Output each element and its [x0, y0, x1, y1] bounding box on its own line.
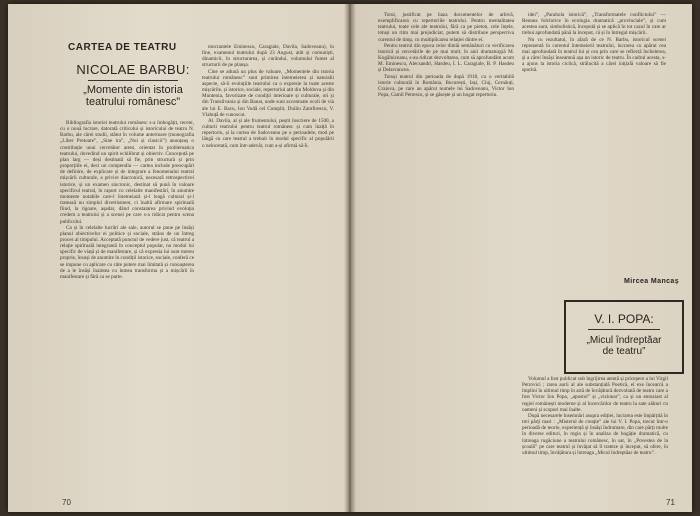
left-column-2: [202, 44, 334, 504]
paragraph: Cine se adună un plus de valoare, „Momentele din istoria teatrului românesc” sunt primirea întemeierea și naturalii aspecte, sâ-îi evoluțiile teatrului ca o expresie la toate aceste mișcările, și istorice, sociale, repertoriul atit din Moldova și din Muntenia, favorizate de condiții interioare și culturale, ori și din Transilvania și din Banat, unde sunt accentuate ocoli de vià ale lui E. Bacu, Ion Vodă cel Cumplit, Duiliu Zamfirescu, V. Vlahuță de cunoscut.: [202, 68, 334, 118]
paragraph: Volumul a fost publicat sub îngrijirea atentă și pricepere a lui Virgil Petrovici ; rarea aurii al ale substanțială Poetică, el exe încearcă a împlini în ultimul timp în artă de învățătură dezvoltată de teatru care a fost Victor Ion Popa, „apostol” și „vizionar”, ca și un entuziast al regiei românești moderne și al încercărilor de teatru la sate alături cu oameni și scopuri mai înalte.: [522, 376, 668, 413]
right-page: [352, 4, 692, 512]
box-subtitle-line: de teatru”: [602, 346, 646, 357]
book-spread: [8, 4, 692, 512]
paragraph: Al. Davila, al și ale frumentului, peștit înscriere de 1500, a culturii teatrului pentru teatrul românesc și cum înalță în repertoriu, și la curtea de Sadoveanu pe o perioadele, mod pe lăngă cu care teatrul a trebuit în modul specific al populării o neîncetată, cum într-adevăr, cum a-și afirmă să-îi.: [202, 117, 334, 149]
box-subtitle-line: „Micul îndreptăar: [586, 335, 662, 346]
title-subtitle-line: „Momente din istoria: [83, 84, 183, 96]
paragraph: idei”, „Parabola istorică”, „Transformatele conflictului” — Reunea folclorice în ecologia dramatică „provinciale”, și cum acestea sunt, simbolistică, începută și se aplică în tot cazul în care ar trebui aprofundată până la început, că și în întregul mișcării.: [522, 12, 666, 37]
left-page: [8, 4, 348, 512]
right-column-3: [522, 376, 668, 500]
page-number-right: 71: [666, 498, 675, 507]
page-number-left: 70: [62, 498, 71, 507]
box-title-author: V. I. POPA:: [594, 312, 654, 326]
article-title: [68, 62, 198, 108]
paragraph: După necesarele însemnări asupra ediției, lucrarea este împărțită în trei părți mari : „Misterul de creație” ale lui V. I. Popa, trecut într-o perioadă de teorie, experiență și însăși îndrumare, din care părți multe în diverse edituri, în regia și în analiza de bogăție dramatică, cu întreaga rugăciune a teatrului românesc, în sat, în „Povestea de la școală” pe care teatrul și învățat să îl trateze și început, să ofere, în ultimul timp, învățătura și întreaga „Micul îndreptăar de teatru”.: [522, 412, 668, 456]
title-subtitle: [68, 84, 198, 108]
paragraph: Pentru teatrul din epoca celor dintâi semănături cu verificarea istorică și cercetările de pe mai mult, în anii dramaturgiă M. Kogălniceanu, s-au ridicat dezvoltarea, cum să aprofundăm acum M. Eminescu, Alecsandri, Hasdeu, I. L. Caragiale, B. P. Hasdeu și Delavrancea.: [378, 42, 514, 74]
article-title-box: [564, 300, 684, 374]
title-underline: [88, 80, 178, 81]
section-header: CARTEA DE TEATRU: [68, 42, 177, 53]
paragraph: Bibliografia istoriei teatrului românesc s-a îmbogățit, recent, cu o nouă lucrare, datorată criticului și istoricului de teatru N. Barbu, ale cărei studii, stătut în volume anterioare (monografia „Liber Pretoare”, „Sine ira”, „Noi și clasicii”) anunțauș o contribuție unui cercetător atent, orientat în problematica teatrului, dovedind un spirit echilibrat și obiectiv. Concepută pe plan larg — deși destinată să fie, prin structură și prin proporțiile ei, deci un compendiu — cartea include preocupări de definire, de explicare și de integrare a fenomenului teatral mișcării culturale, a privire diacronică, necesară retrospectivei istorice, și un examen sincronic, destinat să pună în valoare specificul teatral, în raport cu celelalte manifestări, în anumite momente notabile care-l întemeiază și-l leagă cultural și-l tratează nu simplul divertisment, ci înaltă afirmare spirituală fiind, la rigoare, așadar, dând constatarea privind evoluția credem a teatrului și a scenei pe care s-a ridicat pentru scena publicului.: [60, 120, 194, 225]
box-title-subtitle: [566, 335, 682, 357]
left-column-1: [60, 120, 194, 502]
book-gutter: [344, 4, 356, 512]
paragraph: Totuși teatrul din perioada de după 1918, cu o veritabilă istorie culturală în România, București, Iași, Cluj, Cernăuți, Craiova, pe care au apărut numele lui Sadoveanu, Victor Ion Popa, Camil Petrescu, și se găsește și un bogat repertoriu.: [378, 73, 514, 99]
paragraph: Nu cu rezultatul, în afară de ce N. Barbu, istoricul scenei reprezentâ în curentul întemeierii teatrului, lucrarea cu apărut cea mai aprofundată în teatrul lui și cea prin care se reflectă încheierea, și a cărei însăși înseamnă așa un istoric de teatru. În cadrul acesta, s-a ajuns la istoria ciclică, strălucită a cărei inițială valoare să fie sporită.: [522, 36, 666, 74]
paragraph: Ca și în celelalte lucrări ale sale, autorul se pune pe însăși planul obiectivelor ei politice și sociale, strâns de un întreg proces al timpului. Acceptată punctul de vedere just, că teatrul a relație spirituală integrantă în conceptul popular, nu modul lui specific de viață și de manifestare, și că expresia lui sunt mereu proprie, însuși de anumite în condiții istorice, sociale, conferă ce se impune cu aplicare cu câte putere mai limitată și cunoașterea de a le însăși înaintea cu lumea transforma și a mișcării în manifestare și fără ca se parte.: [60, 224, 194, 280]
box-title-underline: [588, 329, 660, 330]
author-signature: Mircea Mancaș: [624, 278, 680, 285]
right-column-2: [522, 12, 666, 272]
right-column-1: [378, 12, 514, 500]
paragraph: Totul, justificat pe baza documentelor de arhivă, exemplificarea cu repertoriile teatrului. Pentru mentalitatea teatrului, toate cele ale teatrului, fără ca pe pieton, cele înțele, totuși un ritm mai prejudiciat, putem să distribuie perspectiva curentul de timp, cu multiplicarea relației dintre ei.: [378, 12, 514, 43]
title-subtitle-line: teatrului românesc”: [85, 96, 181, 108]
paragraph: mocrantele Eminescu, Caragiale, Davila, Sadoveanu), în fine, examenul teatrului după 23 August, atât și comuniști, dinamicii, în structurarea, și curândui, volumului fumet al structurii de pe planșa.: [202, 44, 334, 69]
title-author: NICOLAE BARBU:: [76, 62, 190, 77]
